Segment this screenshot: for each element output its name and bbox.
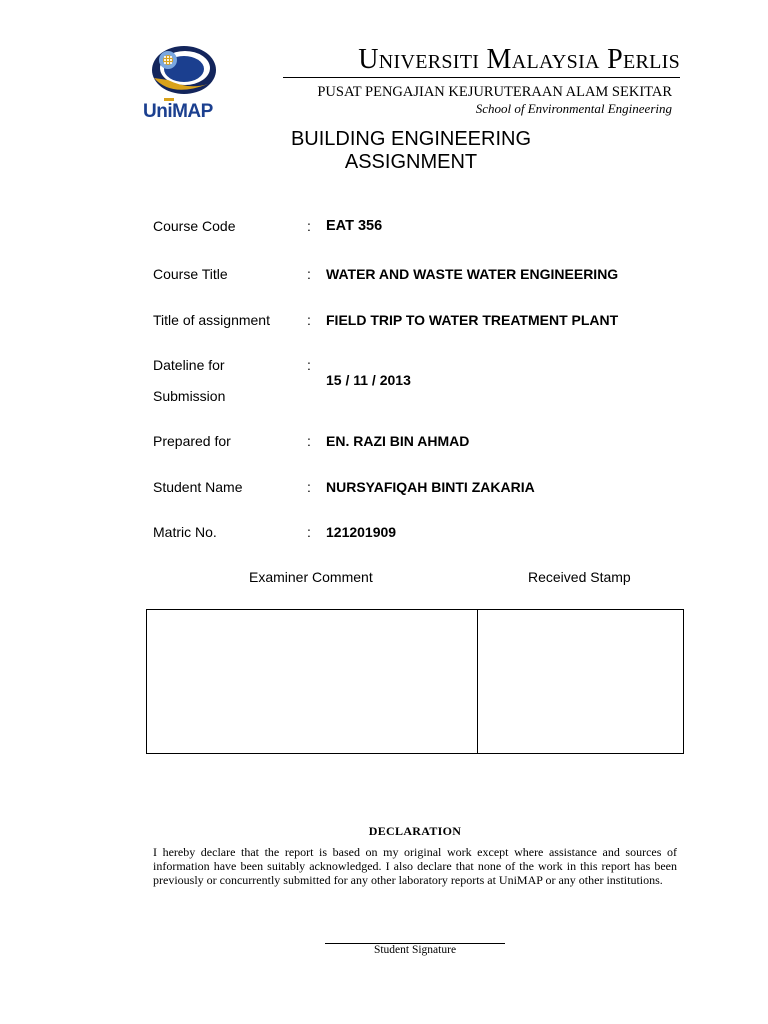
unimap-logo-icon (142, 40, 222, 122)
field-value-assignment-title: FIELD TRIP TO WATER TREATMENT PLANT (326, 312, 619, 328)
header-divider (283, 77, 680, 78)
school-name-english: School of Environmental Engineering (475, 101, 672, 116)
declaration-text: I hereby declare that the report is based on my original work except where assistance and sources of information have been suitably acknowledged. I also declare that none of the work in this report has been previously or concurrently submitted for any other laboratory reports at UniMAP or any other institutions. (153, 845, 677, 887)
field-label-submission: Submission (153, 388, 226, 404)
received-stamp-box-divider (477, 609, 478, 754)
field-value-matric-no: 121201909 (326, 524, 397, 540)
field-value-prepared-for: EN. RAZI BIN AHMAD (326, 433, 470, 449)
field-colon: : (307, 524, 311, 540)
field-label-assignment-title: Title of assignment (153, 312, 270, 328)
declaration-heading: DECLARATION (368, 824, 462, 838)
field-value-course-code: EAT 356 (326, 218, 383, 234)
university-name: Universiti Malaysia Perlis (358, 44, 680, 75)
field-label-matric-no: Matric No. (153, 524, 217, 540)
field-label-dateline: Dateline for (153, 357, 225, 373)
assignment-title-line1: BUILDING ENGINEERING (290, 128, 532, 150)
field-colon: : (307, 357, 311, 373)
field-value-dateline: 15 / 11 / 2013 (326, 372, 411, 388)
examiner-comment-label: Examiner Comment (249, 569, 373, 585)
field-label-prepared-for: Prepared for (153, 433, 231, 449)
field-label-course-title: Course Title (153, 266, 228, 282)
field-value-course-title: WATER AND WASTE WATER ENGINEERING (326, 266, 619, 282)
field-value-student-name: NURSYAFIQAH BINTI ZAKARIA (326, 479, 535, 495)
assignment-title-line2: ASSIGNMENT (344, 151, 478, 173)
school-name-malay: PUSAT PENGAJIAN KEJURUTERAAN ALAM SEKITAR (317, 84, 672, 100)
received-stamp-label: Received Stamp (528, 569, 631, 585)
field-colon: : (307, 312, 311, 328)
signature-label: Student Signature (373, 944, 457, 956)
field-label-course-code: Course Code (153, 218, 236, 234)
field-label-student-name: Student Name (153, 479, 243, 495)
examiner-comment-box (146, 609, 684, 754)
svg-text:UniMAP: UniMAP (143, 101, 213, 122)
field-colon: : (307, 266, 311, 282)
field-colon: : (307, 433, 311, 449)
field-colon: : (307, 479, 311, 495)
field-colon: : (307, 218, 311, 234)
